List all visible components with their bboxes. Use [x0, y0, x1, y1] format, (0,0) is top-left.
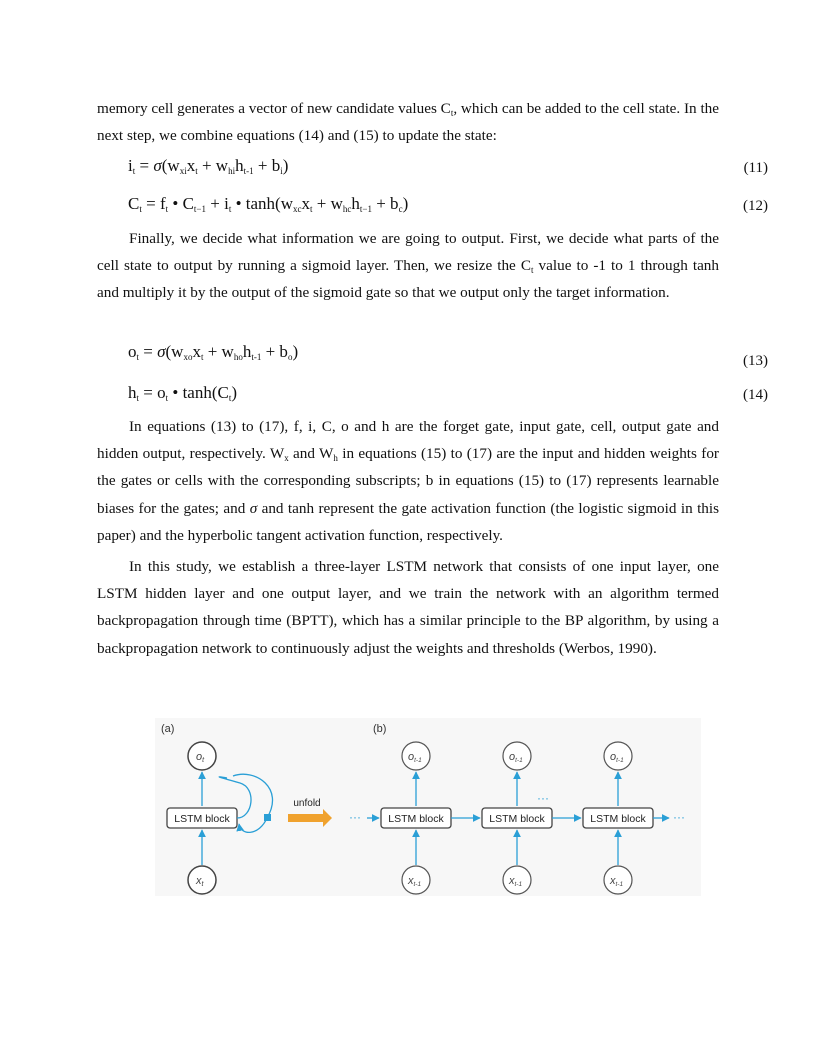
equation-number: (14) [743, 387, 768, 403]
equation-number: (12) [743, 198, 768, 214]
input-node-a [188, 866, 216, 894]
output-node-2 [503, 742, 531, 770]
lstm-block-2-label: LSTM block [489, 813, 545, 825]
input-node-1 [402, 866, 430, 894]
ellipsis-left: ··· [349, 810, 361, 824]
output-node-3 [604, 742, 632, 770]
output-node-2-label: ot-1 [509, 751, 523, 764]
unfold-label: unfold [293, 798, 321, 809]
paragraph-1: memory cell generates a vector of new candidate values $C_t$, which can be added to the cell state. In the next step, we combine equations (14) and (15) to update the state: [97, 100, 720, 145]
lstm-block-a-label: LSTM block [174, 813, 230, 825]
equation-11: $i_t = \sigma(w_{xi}x_t + w_{hi}h_{t-1} + b_i)$ [128, 156, 289, 176]
ellipsis-right: ··· [673, 810, 685, 824]
output-node-1-label: ot-1 [408, 751, 422, 764]
input-node-3 [604, 866, 632, 894]
equation-13: $o_t = \sigma(w_{xo}x_t + w_{ho}h_{t-1} + b_o)$ [128, 342, 299, 362]
panel-b-label: (b) [373, 723, 387, 735]
output-node-1 [402, 742, 430, 770]
paragraph-2: Finally, we decide what information we are going to output. First, we decide what parts of the cell state to output by running a sigmoid layer. Then, we resize the $C_t$ value to -1 to 1 through tanh and multiply it by the output of the sigmoid gate so that we output only the target information. [97, 230, 719, 302]
input-node-3-label: xt-1 [610, 875, 624, 888]
equation-number: (11) [743, 160, 768, 176]
input-node-2 [503, 866, 531, 894]
equation-12: $C_t = f_t$ • $C_{t-1} + i_t$ • $\tanh(w_{xc}x_t + w_{hc}h_{t-1} + b_c)$ [128, 194, 409, 214]
lstm-unfold-figure [155, 718, 701, 896]
lstm-block-1-label: LSTM block [388, 813, 444, 825]
input-node-2-label: xt-1 [509, 875, 523, 888]
paragraph-3: In equations (13) to (17), f, i, C, o and h are the forget gate, input gate, cell, output gate and hidden output, respectively. $W_x$ and $W_h$ in equations (15) to (17) are the input and hidden weights for the gates or cells with the corresponding subscripts; b in equations (15) to (17) represents learnable biases for the gates; and σ and tanh represent the gate activation function (the logistic sigmoid in this paper) and the hyperbolic tangent activation function, respectively. [97, 418, 720, 544]
recurrent-delay-square [264, 814, 271, 821]
equation-14: $h_t = o_t$ • $\tanh(C_t)$ [128, 383, 238, 403]
ellipsis-middle: ··· [537, 791, 549, 805]
input-node-1-label: xt-1 [408, 875, 422, 888]
equation-number: (13) [743, 353, 768, 369]
panel-a-label: (a) [161, 723, 175, 735]
input-node-a-label: xt [196, 875, 204, 888]
output-node-3-label: ot-1 [610, 751, 624, 764]
output-node-a-label: ot [196, 751, 205, 764]
lstm-block-3-label: LSTM block [590, 813, 646, 825]
paragraph-4: In this study, we establish a three-layer LSTM network that consists of one input layer, one LSTM hidden layer and one output layer, and we train the network with an algorithm termed backpropagation through time (BPTT), which has a similar principle to the BP algorithm, by using a backpropagation network to continuously adjust the weights and thresholds (Werbos, 1990). [97, 558, 719, 657]
